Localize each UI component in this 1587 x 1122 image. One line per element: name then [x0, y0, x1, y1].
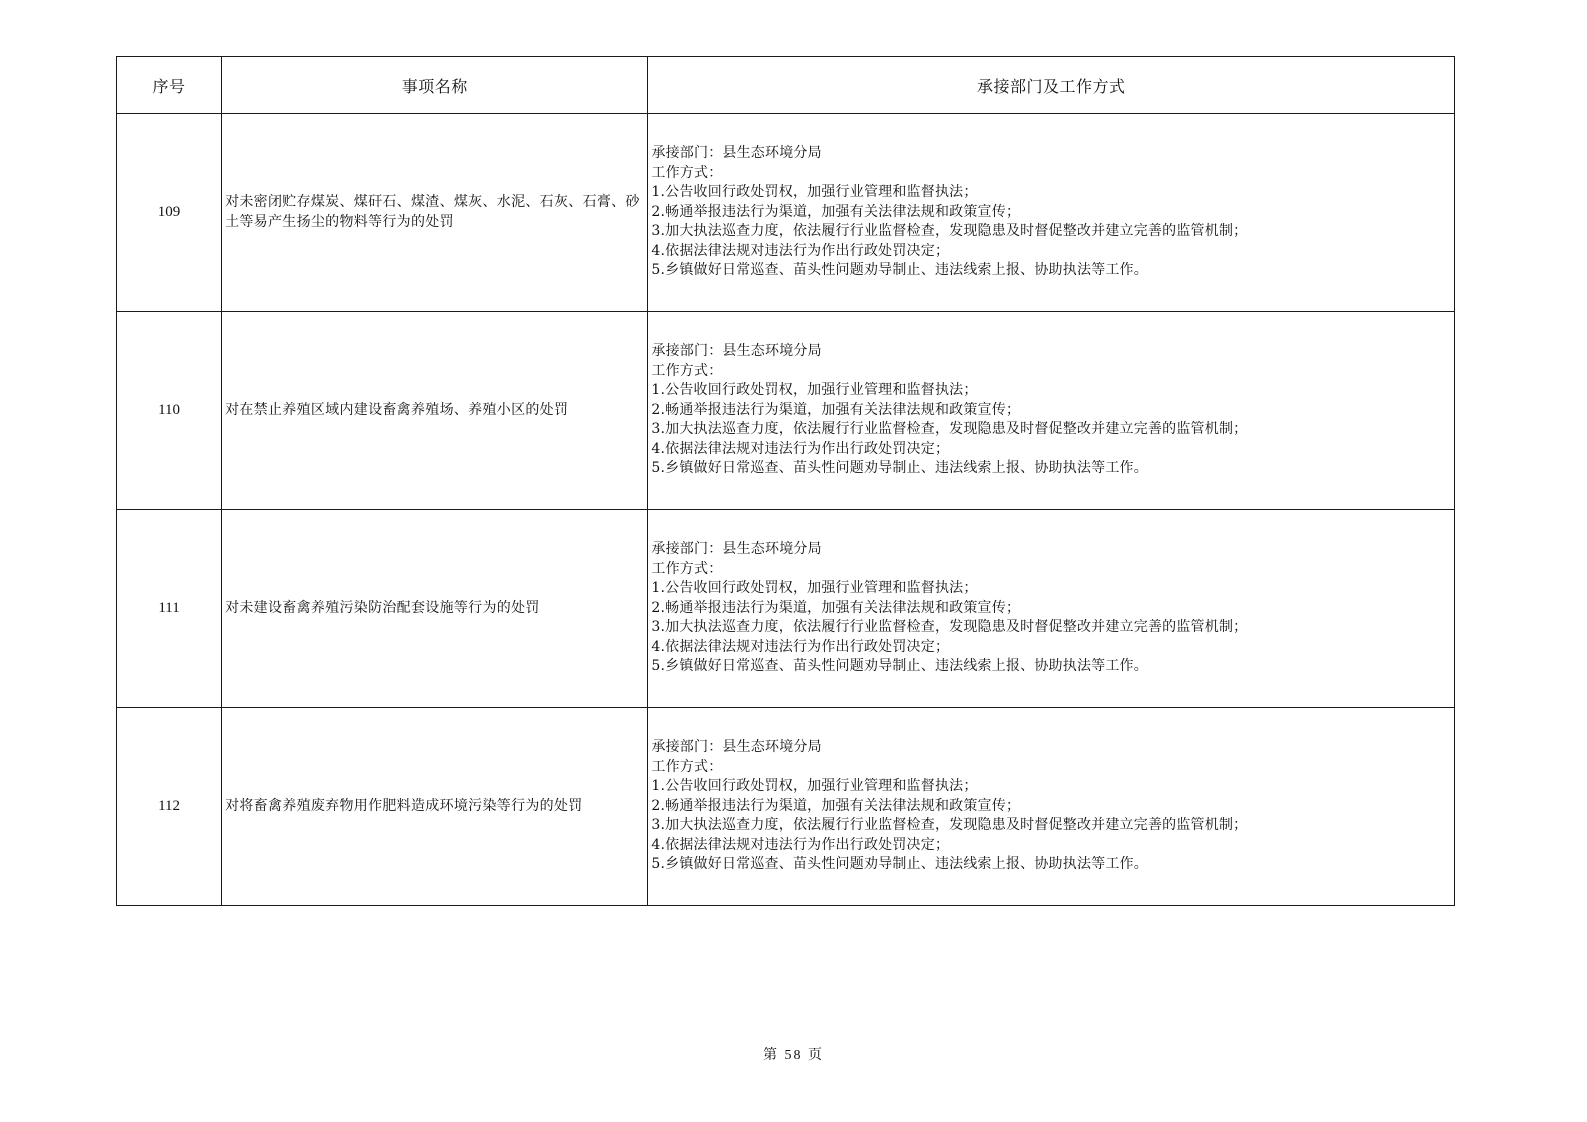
- table-row: [117, 114, 1455, 312]
- department-line: 承接部门：县生态环境分局: [651, 145, 822, 162]
- method-item-4: 4.依据法律法规对违法行为作出行政处罚决定；: [651, 638, 950, 655]
- method-item-5: 5.乡镇做好日常巡查、苗头性问题劝导制止、违法线索上报、协助执法等工作。: [651, 856, 1148, 873]
- method-item-3: 3.加大执法巡查力度，依法履行行业监督检查，发现隐患及时督促整改并建立完善的监管机制；: [651, 817, 1248, 834]
- serial-number-cell: 111: [117, 510, 222, 708]
- method-item-2: 2.畅通举报违法行为渠道，加强有关法律法规和政策宣传；: [651, 797, 1021, 814]
- method-item-3: 3.加大执法巡查力度，依法履行行业监督检查，发现隐患及时督促整改并建立完善的监管机制；: [651, 421, 1248, 438]
- matter-name-cell: 对在禁止养殖区域内建设畜禽养殖场、养殖小区的处罚: [222, 312, 648, 510]
- method-heading-line: 工作方式：: [651, 164, 723, 181]
- method-item-1: 1.公告收回行政处罚权，加强行业管理和监督执法；: [651, 580, 978, 597]
- method-item-3: 3.加大执法巡查力度，依法履行行业监督检查，发现隐患及时督促整改并建立完善的监管机制；: [651, 223, 1248, 240]
- method-item-4: 4.依据法律法规对违法行为作出行政处罚决定；: [651, 836, 950, 853]
- department-method-cell: [648, 312, 1455, 510]
- table-body: [117, 114, 1455, 906]
- method-item-1: 1.公告收回行政处罚权，加强行业管理和监督执法；: [651, 778, 978, 795]
- header-serial-number: 序号: [117, 57, 222, 114]
- matter-name-cell: 对未建设畜禽养殖污染防治配套设施等行为的处罚: [222, 510, 648, 708]
- department-line: 承接部门：县生态环境分局: [651, 343, 822, 360]
- header-department-and-method: 承接部门及工作方式: [648, 57, 1455, 114]
- method-item-4: 4.依据法律法规对违法行为作出行政处罚决定；: [651, 440, 950, 457]
- department-line: 承接部门：县生态环境分局: [651, 541, 822, 558]
- serial-number-cell: 112: [117, 708, 222, 906]
- method-item-1: 1.公告收回行政处罚权，加强行业管理和监督执法；: [651, 184, 978, 201]
- header-row: [117, 57, 1455, 114]
- method-item-2: 2.畅通举报违法行为渠道，加强有关法律法规和政策宣传；: [651, 203, 1021, 220]
- method-heading-line: 工作方式：: [651, 362, 723, 379]
- matters-table: [116, 56, 1455, 906]
- method-item-5: 5.乡镇做好日常巡查、苗头性问题劝导制止、违法线索上报、协助执法等工作。: [651, 460, 1148, 477]
- page-number: 第 58 页: [763, 1048, 824, 1063]
- header-matter-name: 事项名称: [222, 57, 648, 114]
- method-item-4: 4.依据法律法规对违法行为作出行政处罚决定；: [651, 242, 950, 259]
- method-item-1: 1.公告收回行政处罚权，加强行业管理和监督执法；: [651, 382, 978, 399]
- matter-name-cell: 对未密闭贮存煤炭、煤矸石、煤渣、煤灰、水泥、石灰、石膏、砂土等易产生扬尘的物料等行为的处罚: [222, 114, 648, 312]
- method-heading-line: 工作方式：: [651, 560, 723, 577]
- department-method-cell: [648, 708, 1455, 906]
- method-item-2: 2.畅通举报违法行为渠道，加强有关法律法规和政策宣传；: [651, 401, 1021, 418]
- table-row: [117, 708, 1455, 906]
- department-method-cell: [648, 114, 1455, 312]
- department-line: 承接部门：县生态环境分局: [651, 739, 822, 756]
- method-item-5: 5.乡镇做好日常巡查、苗头性问题劝导制止、违法线索上报、协助执法等工作。: [651, 658, 1148, 675]
- method-item-3: 3.加大执法巡查力度，依法履行行业监督检查，发现隐患及时督促整改并建立完善的监管机制；: [651, 619, 1248, 636]
- method-item-5: 5.乡镇做好日常巡查、苗头性问题劝导制止、违法线索上报、协助执法等工作。: [651, 262, 1148, 279]
- method-heading-line: 工作方式：: [651, 758, 723, 775]
- serial-number-cell: 109: [117, 114, 222, 312]
- table-row: [117, 510, 1455, 708]
- table-header: [117, 57, 1455, 114]
- serial-number-cell: 110: [117, 312, 222, 510]
- matter-name-cell: 对将畜禽养殖废弃物用作肥料造成环境污染等行为的处罚: [222, 708, 648, 906]
- method-item-2: 2.畅通举报违法行为渠道，加强有关法律法规和政策宣传；: [651, 599, 1021, 616]
- department-method-cell: [648, 510, 1455, 708]
- table-row: [117, 312, 1455, 510]
